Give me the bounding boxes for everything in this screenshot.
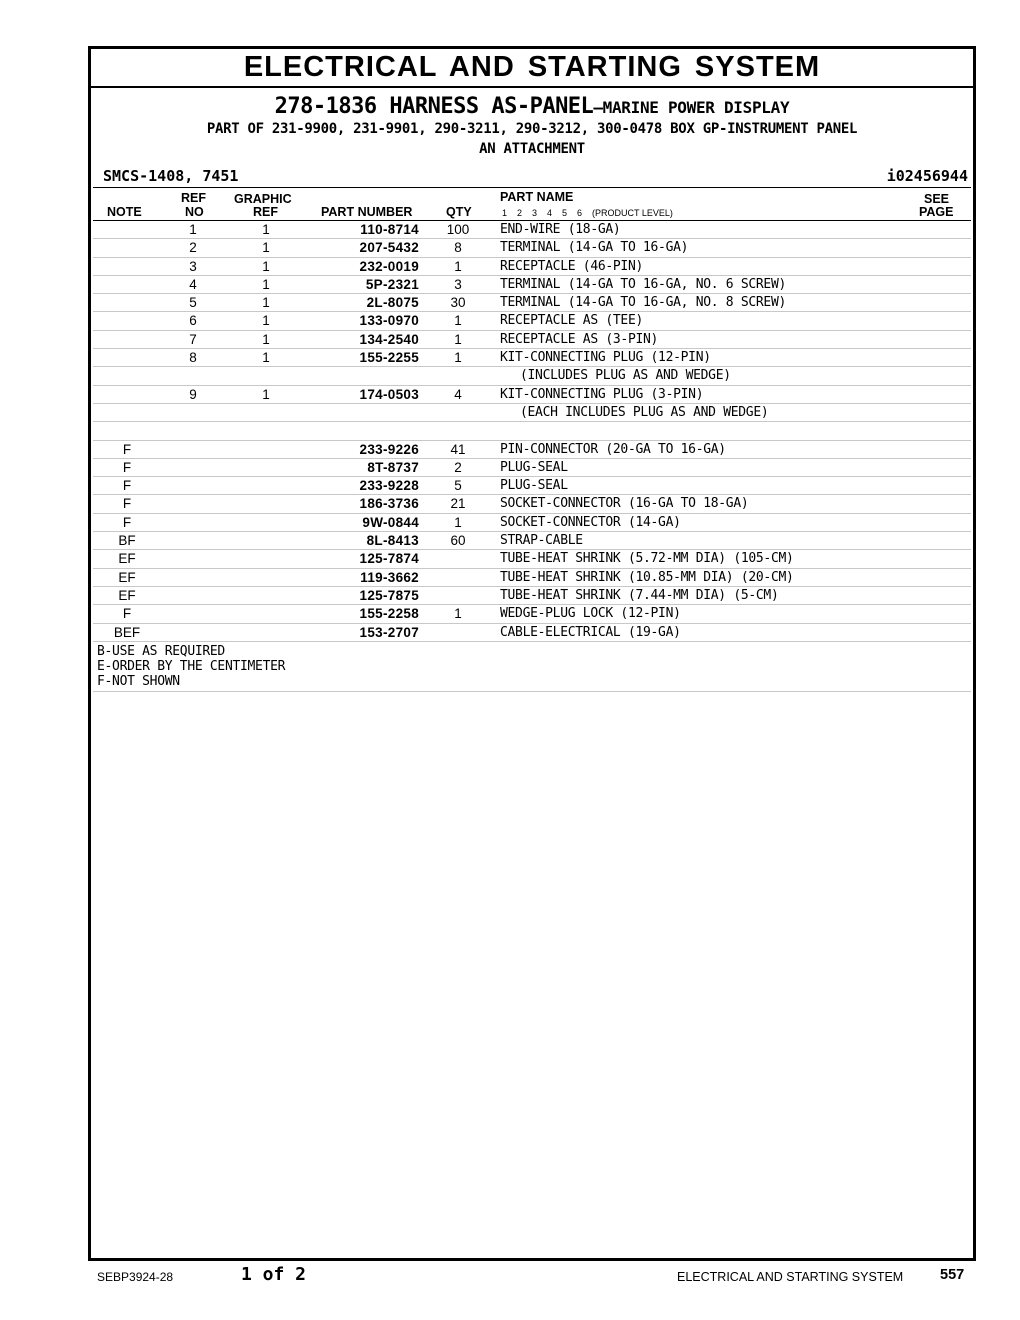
qty-cell: 41: [450, 441, 466, 457]
header-ref-top: REF: [181, 191, 206, 205]
footer-page-number: 557: [940, 1267, 965, 1283]
table-row: [93, 386, 971, 404]
part-name-cell: TERMINAL (14-GA TO 16-GA, NO. 8 SCREW): [500, 295, 787, 311]
note-cell: EF: [118, 569, 136, 585]
graphic-ref-cell: 1: [262, 276, 270, 292]
qty-cell: 8: [454, 240, 462, 256]
header-product-level: 1 2 3 4 5 6 (PRODUCT LEVEL): [502, 208, 673, 218]
table-row: [93, 495, 971, 513]
part-number-cell: 153-2707: [359, 624, 419, 640]
note-f: F-NOT SHOWN: [97, 673, 180, 689]
page-frame: [88, 46, 976, 1261]
header-qty: QTY: [446, 205, 472, 219]
ref-no-cell: 5: [189, 295, 197, 311]
qty-cell: 1: [454, 606, 462, 622]
title-bar: [91, 49, 973, 88]
part-number-cell: 207-5432: [359, 240, 419, 256]
part-name-cell: CABLE-ELECTRICAL (19-GA): [500, 624, 681, 640]
ref-no-cell: 1: [189, 222, 197, 237]
table-row: [93, 624, 971, 642]
part-number-cell: 125-7875: [359, 587, 419, 603]
part-name-cell: SOCKET-CONNECTOR (16-GA TO 18-GA): [500, 496, 749, 512]
header-graphic-top: GRAPHIC: [234, 192, 292, 206]
note-cell: F: [122, 441, 132, 457]
part-number-cell: 155-2258: [359, 606, 419, 622]
table-row: [93, 331, 971, 349]
qty-cell: 5: [454, 478, 462, 494]
footer-page-of: 1 of 2: [241, 1264, 307, 1285]
part-number-cell: 8L-8413: [366, 533, 419, 549]
part-name-cell: KIT-CONNECTING PLUG (3-PIN): [500, 386, 704, 402]
part-number-cell: 233-9228: [359, 478, 419, 494]
part-number-cell: 9W-0844: [362, 514, 419, 530]
note-cell: EF: [118, 551, 136, 567]
table-row: [93, 569, 971, 587]
note-cell: BEF: [113, 624, 141, 640]
qty-cell: 1: [454, 313, 462, 329]
part-number-cell: 232-0019: [359, 258, 419, 274]
qty-cell: 21: [450, 496, 466, 512]
table-row: [93, 276, 971, 294]
ref-no-cell: 7: [189, 331, 197, 347]
assembly-subtitle: —MARINE POWER DISPLAY: [593, 98, 790, 117]
graphic-ref-cell: 1: [262, 258, 270, 274]
assembly-heading: [91, 94, 973, 119]
parts-table-body: [93, 221, 971, 642]
note-b: B-USE AS REQUIRED: [97, 643, 225, 659]
table-row: [93, 605, 971, 623]
table-row: [93, 514, 971, 532]
part-name-cell: (EACH INCLUDES PLUG AS AND WEDGE): [520, 404, 769, 420]
table-row: [93, 367, 971, 385]
qty-cell: 1: [454, 350, 462, 366]
part-of-line: PART OF 231-9900, 231-9901, 290-3211, 290-3212, 300-0478 BOX GP-INSTRUMENT PANEL: [206, 121, 858, 137]
ref-no-cell: 9: [189, 386, 197, 402]
part-number-cell: 155-2255: [359, 350, 419, 366]
graphic-ref-cell: 1: [262, 350, 270, 366]
part-number-cell: 5P-2321: [365, 276, 419, 292]
part-name-cell: PLUG-SEAL: [500, 459, 568, 475]
part-name-cell: SOCKET-CONNECTOR (14-GA): [500, 514, 681, 530]
part-number-cell: 233-9226: [359, 441, 419, 457]
table-row: [93, 294, 971, 312]
page-title: ELECTRICAL AND STARTING SYSTEM: [243, 51, 821, 83]
attachment-line: AN ATTACHMENT: [479, 141, 585, 157]
part-name-cell: KIT-CONNECTING PLUG (12-PIN): [500, 350, 711, 366]
footer-doc-number: SEBP3924-28: [97, 1270, 174, 1284]
part-name-cell: TUBE-HEAT SHRINK (10.85-MM DIA) (20-CM): [500, 569, 794, 585]
table-row: [93, 587, 971, 605]
table-row: [93, 422, 971, 440]
header-ref-bottom: NO: [185, 205, 204, 219]
footer-section: ELECTRICAL AND STARTING SYSTEM: [677, 1270, 904, 1284]
note-cell: F: [122, 478, 132, 494]
part-number-cell: 2L-8075: [366, 295, 419, 311]
qty-cell: 1: [454, 331, 462, 347]
notes-legend: [93, 642, 971, 692]
header-see-top: SEE: [924, 192, 950, 206]
part-name-cell: TUBE-HEAT SHRINK (7.44-MM DIA) (5-CM): [500, 587, 779, 603]
table-row: [93, 550, 971, 568]
table-row: [93, 258, 971, 276]
note-e: E-ORDER BY THE CENTIMETER: [97, 658, 286, 674]
graphic-ref-cell: 1: [262, 313, 270, 329]
assembly-title: 278-1836 HARNESS AS-PANEL: [274, 94, 594, 119]
header-graphic-bottom: REF: [253, 205, 278, 219]
smcs-code: SMCS-1408, 7451: [103, 167, 239, 185]
part-name-cell: (INCLUDES PLUG AS AND WEDGE): [520, 368, 731, 384]
code-row: [91, 165, 973, 187]
page-footer: [0, 1262, 1020, 1292]
qty-cell: 4: [454, 386, 462, 402]
note-cell: EF: [118, 587, 136, 603]
qty-cell: 3: [454, 276, 462, 292]
graphic-ref-cell: 1: [262, 222, 270, 237]
part-name-cell: RECEPTACLE AS (3-PIN): [500, 331, 659, 347]
table-row: [93, 221, 971, 239]
qty-cell: 1: [454, 514, 462, 530]
table-row: [93, 349, 971, 367]
table-row: [93, 239, 971, 257]
part-number-cell: 8T-8737: [367, 459, 419, 475]
qty-cell: 60: [450, 533, 466, 549]
qty-cell: 30: [450, 295, 466, 311]
note-cell: F: [122, 606, 132, 622]
header-part-name: PART NAME: [500, 190, 574, 204]
table-row: [93, 404, 971, 422]
part-name-cell: TERMINAL (14-GA TO 16-GA, NO. 6 SCREW): [500, 276, 787, 292]
part-name-cell: STRAP-CABLE: [500, 533, 583, 549]
qty-cell: 1: [454, 258, 462, 274]
graphic-ref-cell: 1: [262, 386, 270, 402]
illustration-id: i02456944: [886, 167, 968, 185]
graphic-ref-cell: 1: [262, 331, 270, 347]
graphic-ref-cell: 1: [262, 295, 270, 311]
ref-no-cell: 2: [189, 240, 197, 256]
table-row: [93, 312, 971, 330]
table-row: [93, 441, 971, 459]
part-number-cell: 119-3662: [360, 569, 419, 585]
header-note: NOTE: [107, 205, 142, 219]
graphic-ref-cell: 1: [262, 240, 270, 256]
note-cell: F: [122, 514, 132, 530]
part-name-cell: TERMINAL (14-GA TO 16-GA): [500, 240, 689, 256]
header-see-bottom: PAGE: [919, 205, 954, 219]
ref-no-cell: 3: [189, 258, 197, 274]
ref-no-cell: 8: [189, 350, 197, 366]
qty-cell: 2: [454, 459, 462, 475]
qty-cell: 100: [446, 222, 470, 237]
note-cell: F: [122, 496, 132, 512]
part-name-cell: TUBE-HEAT SHRINK (5.72-MM DIA) (105-CM): [500, 551, 794, 567]
table-header: [93, 187, 971, 221]
note-cell: F: [122, 459, 132, 475]
table-row: [93, 532, 971, 550]
part-number-cell: 134-2540: [359, 331, 419, 347]
part-name-cell: WEDGE-PLUG LOCK (12-PIN): [500, 606, 681, 622]
ref-no-cell: 4: [189, 276, 197, 292]
ref-no-cell: 6: [189, 313, 197, 329]
part-number-cell: 125-7874: [359, 551, 419, 567]
part-number-cell: 133-0970: [359, 313, 419, 329]
header-part-number: PART NUMBER: [321, 205, 413, 219]
part-number-cell: 174-0503: [359, 386, 419, 402]
table-row: [93, 477, 971, 495]
part-name-cell: PIN-CONNECTOR (20-GA TO 16-GA): [500, 441, 726, 457]
part-name-cell: RECEPTACLE (46-PIN): [500, 258, 644, 274]
part-name-cell: RECEPTACLE AS (TEE): [500, 313, 644, 329]
part-name-cell: END-WIRE (18-GA): [500, 222, 621, 237]
part-number-cell: 186-3736: [359, 496, 419, 512]
part-name-cell: PLUG-SEAL: [500, 478, 568, 494]
note-cell: BF: [118, 533, 136, 549]
table-row: [93, 459, 971, 477]
part-number-cell: 110-8714: [360, 222, 419, 237]
